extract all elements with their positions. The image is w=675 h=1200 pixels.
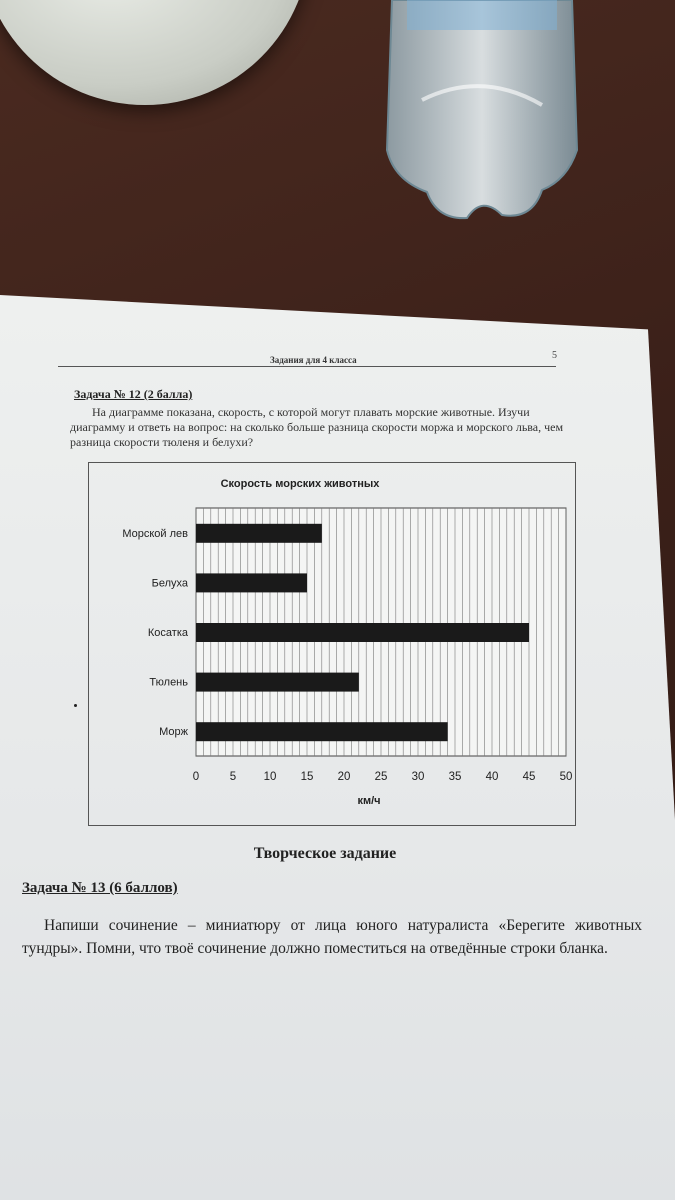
x-tick-label: 35 <box>448 771 462 783</box>
category-label: Белуха <box>151 577 188 590</box>
category-label: Морж <box>159 726 188 739</box>
x-axis-label: км/ч <box>357 795 381 807</box>
category-label: Морской лев <box>122 527 188 540</box>
bar-1 <box>196 573 307 592</box>
category-label: Тюлень <box>149 676 188 689</box>
x-tick-label: 45 <box>522 771 536 783</box>
task13-heading: Задача № 13 (6 баллов) <box>22 880 178 896</box>
x-tick-label: 20 <box>337 771 351 783</box>
x-tick-label: 25 <box>374 771 388 783</box>
creative-title: Творческое задание <box>253 845 397 862</box>
header-title: Задания для 4 класса <box>270 355 357 365</box>
bar-3 <box>196 673 359 692</box>
x-tick-label: 5 <box>229 771 237 783</box>
x-tick-label: 0 <box>192 771 200 783</box>
task12-text: На диаграмме показана, скорость, с которой могут плавать морские животные. Изучи диаграмму и ответь на вопрос: на сколько больше разница скорости моржа и морского льва, чем разница скорости тюленя и белухи? <box>70 405 564 449</box>
x-tick-label: 15 <box>300 771 314 783</box>
x-tick-label: 40 <box>485 771 499 783</box>
chart-title: Скорость морских животных <box>220 478 380 490</box>
task13-text: Напиши сочинение – миниатюру от лица юного натуралиста «Берегите животных тундры». Помни, что твоё сочинение должно поместиться на отведённые строки бланка. <box>22 917 642 957</box>
bar-2 <box>196 623 529 642</box>
category-label: Косатка <box>147 627 188 639</box>
bar-4 <box>196 722 448 741</box>
x-tick-label: 10 <box>263 771 277 783</box>
page-number: 5 <box>552 350 557 361</box>
stray-dot <box>74 704 77 707</box>
bar-0 <box>196 524 322 543</box>
x-tick-label: 50 <box>559 771 573 783</box>
task12-heading: Задача № 12 (2 балла) <box>74 387 193 401</box>
x-tick-label: 30 <box>411 771 425 783</box>
